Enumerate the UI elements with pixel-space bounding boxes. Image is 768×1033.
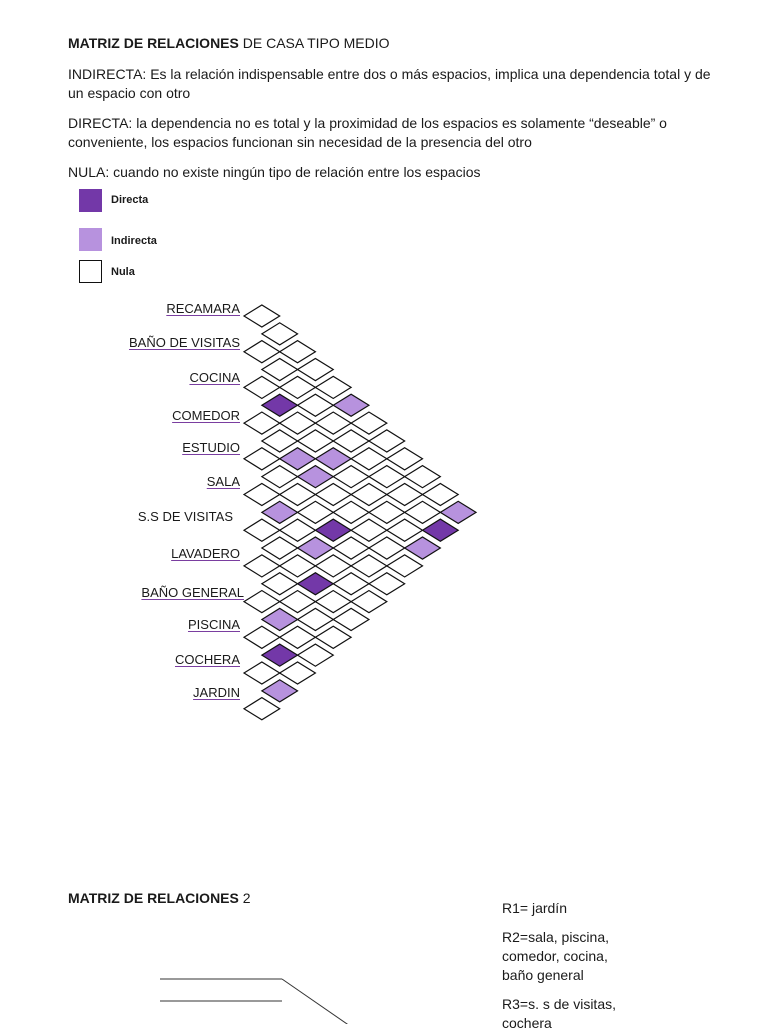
room-label: COCINA bbox=[189, 370, 240, 385]
group-r2: R2=sala, piscina, comedor, cocina, baño general bbox=[502, 929, 610, 983]
group-r3: R3=s. s de visitas, cochera bbox=[502, 996, 616, 1031]
matrix2-line bbox=[282, 979, 350, 1024]
legend-label-nula: Nula bbox=[111, 266, 135, 278]
room-label: PISCINA bbox=[187, 617, 240, 632]
room-label: ESTUDIO bbox=[182, 440, 240, 455]
room-label: SALA bbox=[206, 474, 240, 489]
room-label: COMEDOR bbox=[172, 408, 240, 423]
room-label: RECAMARA bbox=[166, 301, 240, 316]
room-label: COCHERA bbox=[174, 652, 240, 667]
room-label: JARDIN bbox=[193, 685, 240, 700]
definition-directa: DIRECTA: la dependencia no es total y la proximidad de los espacios es solamente “deseable” o conveniente, los espacios funcionan sin necesidad de la presencia del otro bbox=[68, 115, 667, 150]
section2-title-bold: MATRIZ DE RELACIONES bbox=[68, 890, 239, 906]
room-label: LAVADERO bbox=[171, 546, 240, 561]
legend-label-indirecta: Indirecta bbox=[111, 235, 157, 247]
definition-indirecta: INDIRECTA: Es la relación indispensable entre dos o más espacios, implica una dependencia total y de un espacio con otro bbox=[68, 66, 711, 101]
room-label: S.S DE VISITAS bbox=[137, 509, 233, 524]
page-title-bold: MATRIZ DE RELACIONES bbox=[68, 35, 239, 51]
definition-nula: NULA: cuando no existe ningún tipo de relación entre los espacios bbox=[68, 164, 481, 180]
legend-label-directa: Directa bbox=[111, 194, 149, 206]
group-r1: R1= jardín bbox=[502, 900, 567, 916]
page-title-rest: DE CASA TIPO MEDIO bbox=[238, 35, 390, 51]
room-label: BAÑO GENERAL bbox=[141, 585, 244, 600]
section2-title-rest: 2 bbox=[238, 890, 251, 906]
room-label: BAÑO DE VISITAS bbox=[128, 335, 240, 350]
